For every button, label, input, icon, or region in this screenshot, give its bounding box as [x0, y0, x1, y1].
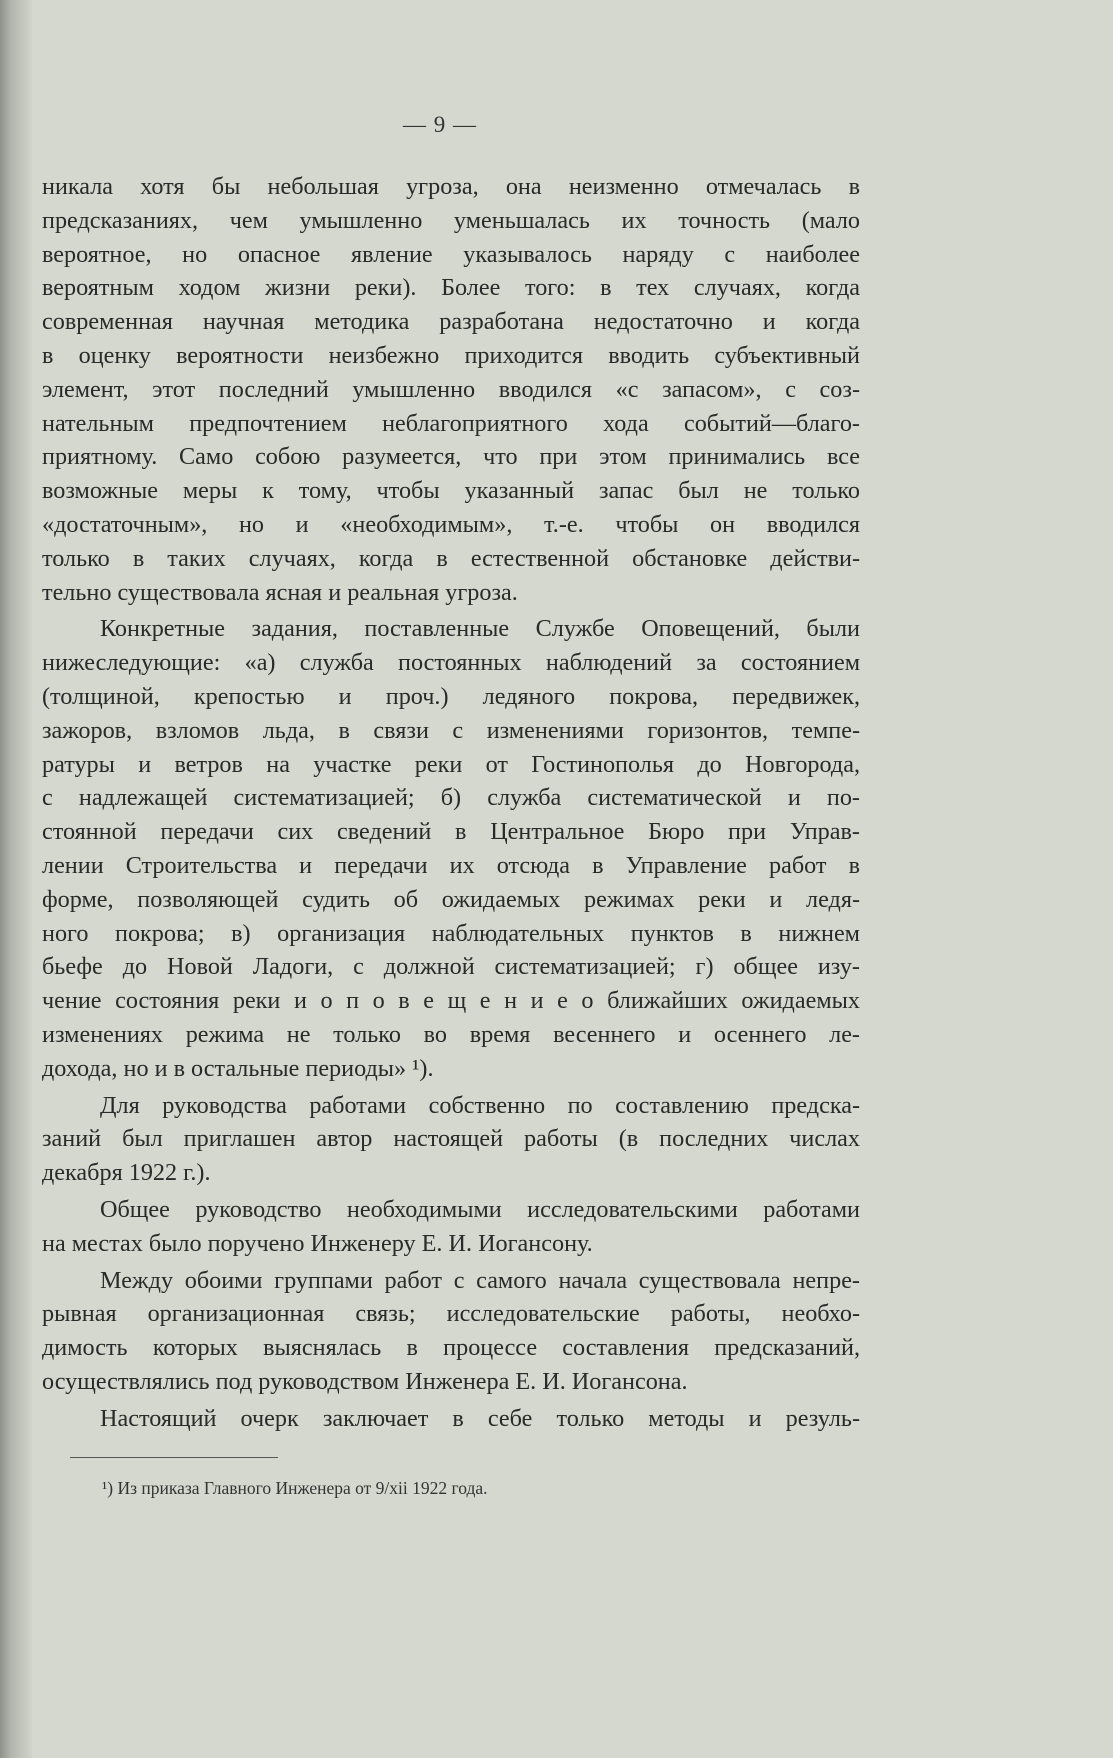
text-line: декабря 1922 г.).: [42, 1159, 211, 1187]
paragraph: [42, 1402, 860, 1436]
text-line: Общее руководство необходимыми исследовательскими работами: [100, 1195, 860, 1223]
body-text: [42, 170, 860, 1435]
paragraph: [42, 1264, 860, 1399]
text-line: в оценку вероятности неизбежно приходится вводить субъективный: [42, 341, 860, 369]
text-line: рывная организационная связь; исследовательские работы, необхо-: [42, 1300, 860, 1328]
text-line: заний был приглашен автор настоящей работы (в последних числах: [42, 1125, 860, 1153]
text-line: димость которых выяснялась в процессе составления предсказаний,: [42, 1334, 860, 1362]
text-line: изменениях режима не только во время весеннего и осеннего ле-: [42, 1020, 860, 1048]
text-line: предсказаниях, чем умышленно уменьшалась их точность (мало: [42, 206, 860, 234]
text-line: (толщиной, крепостью и проч.) ледяного покрова, передвижек,: [42, 682, 860, 710]
text-line: Конкретные задания, поставленные Службе Оповещений, были: [100, 615, 860, 643]
text-line: осуществлялись под руководством Инженера Е. И. Иогансона.: [42, 1367, 688, 1395]
text-line: лении Строительства и передачи их отсюда в Управление работ в: [42, 851, 860, 879]
text-line: Для руководства работами собственно по составлению предска-: [100, 1091, 860, 1119]
text-line: с надлежащей систематизацией; б) служба систематической и по-: [42, 784, 860, 812]
text-line: стоянной передачи сих сведений в Центральное Бюро при Управ-: [42, 818, 860, 846]
footnote-divider: [70, 1457, 278, 1458]
text-line: вероятным ходом жизни реки). Более того: в тех случаях, когда: [42, 274, 860, 302]
text-line: никала хотя бы небольшая угроза, она неизменно отмечалась в: [42, 173, 860, 200]
paragraph: [42, 1089, 860, 1190]
text-line: ратуры и ветров на участке реки от Гостинополья до Новгорода,: [42, 750, 860, 778]
text-line: дохода, но и в остальные периоды» ¹).: [42, 1054, 434, 1082]
text-line: чение состояния реки и о п о в е щ е н и е о ближайших ожидаемых: [42, 987, 860, 1015]
text-line: форме, позволяющей судить об ожидаемых режимах реки и ледя-: [42, 885, 860, 913]
text-line: вероятное, но опасное явление указывалось наряду с наиболее: [42, 240, 860, 268]
paragraph: [42, 612, 860, 1085]
text-line: современная научная методика разработана недостаточно и когда: [42, 308, 860, 336]
text-line: Между обоими группами работ с самого начала существовала непре-: [100, 1266, 860, 1294]
text-line: «достаточным», но и «необходимым», т.-е. чтобы он вводился: [42, 510, 860, 538]
paragraph: [42, 1193, 860, 1261]
text-line: тельно существовала ясная и реальная угроза.: [42, 578, 518, 606]
text-line: Настоящий очерк заключает в себе только методы и резуль-: [100, 1404, 860, 1432]
footnote: ¹) Из приказа Главного Инженера от 9/xii 1922 года.: [102, 1478, 488, 1498]
text-line: бьефе до Новой Ладоги, с должной систематизацией; г) общее изу-: [42, 953, 860, 981]
text-line: приятному. Само собою разумеется, что при этом принимались все: [42, 443, 860, 471]
text-line: элемент, этот последний умышленно вводился «с запасом», с соз-: [42, 375, 860, 403]
text-line: ного покрова; в) организация наблюдательных пунктов в нижнем: [42, 919, 860, 947]
page-number: — 9 —: [403, 112, 477, 137]
text-line: нательным предпочтением неблагоприятного хода событий—благо-: [42, 409, 860, 437]
text-line: на местах было поручено Инженеру Е. И. Иогансону.: [42, 1229, 593, 1257]
binding-shadow: [0, 0, 32, 1758]
text-line: возможные меры к тому, чтобы указанный запас был не только: [42, 477, 860, 505]
text-line: зажоров, взломов льда, в связи с изменениями горизонтов, темпе-: [42, 716, 860, 744]
text-line: нижеследующие: «а) служба постоянных наблюдений за состоянием: [42, 649, 860, 677]
text-line: только в таких случаях, когда в естественной обстановке действи-: [42, 544, 860, 572]
paragraph: [42, 170, 860, 609]
